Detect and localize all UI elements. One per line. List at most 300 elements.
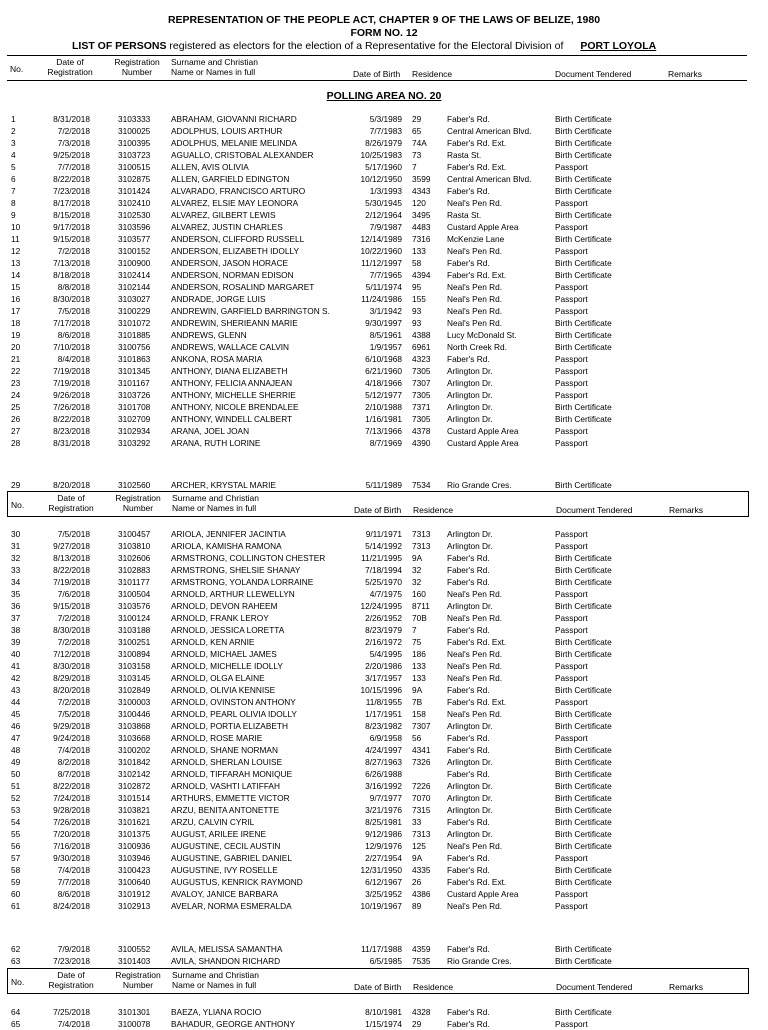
elector-number: 57 [11, 853, 21, 863]
elector-number: 34 [11, 577, 21, 587]
date-of-birth: 5/4/1995 [369, 649, 402, 659]
header-name: Surname and Christian Name or Names in full [172, 970, 259, 990]
table-row [0, 864, 768, 876]
date-of-birth: 8/26/1979 [365, 138, 402, 148]
elector-name: ARZU, CALVIN CYRIL [171, 817, 255, 827]
header-reg-number: Registration Number [115, 970, 161, 990]
registration-number: 3103668 [118, 733, 151, 743]
registration-number: 3102872 [118, 781, 151, 791]
registration-date: 7/17/2018 [53, 318, 90, 328]
street: Arlington Dr. [447, 378, 493, 388]
registration-number: 3101885 [118, 330, 151, 340]
house-number: 89 [412, 901, 422, 911]
elector-number: 61 [11, 901, 21, 911]
elector-name: ANTHONY, MICHELLE SHERRIE [171, 390, 296, 400]
header-residence: Residence [413, 982, 454, 992]
table-row [0, 576, 768, 588]
table-row [0, 113, 768, 125]
house-number: 4394 [412, 270, 431, 280]
house-number: 7 [412, 162, 417, 172]
registration-date: 7/19/2018 [53, 366, 90, 376]
date-of-birth: 2/10/1988 [365, 402, 402, 412]
table-row [0, 377, 768, 389]
date-of-birth: 6/26/1988 [365, 769, 402, 779]
elector-name: ANDREWIN, GARFIELD BARRINGTON S. [171, 306, 330, 316]
registration-date: 9/17/2018 [53, 222, 90, 232]
table-row [0, 365, 768, 377]
elector-name: ANDREWS, WALLACE CALVIN [171, 342, 290, 352]
house-number: 7315 [412, 805, 431, 815]
document-tendered: Passport [555, 282, 588, 292]
document-tendered: Passport [555, 1019, 588, 1029]
street: Arlington Dr. [447, 793, 493, 803]
registration-date: 8/23/2018 [53, 426, 90, 436]
registration-date: 8/20/2018 [53, 685, 90, 695]
date-of-birth: 1/3/1993 [369, 186, 402, 196]
elector-name: ARNOLD, PEARL OLIVIA IDOLLY [171, 709, 297, 719]
elector-number: 28 [11, 438, 21, 448]
date-of-birth: 1/17/1951 [365, 709, 402, 719]
registration-date: 9/27/2018 [53, 541, 90, 551]
elector-number: 45 [11, 709, 21, 719]
elector-name: ARNOLD, DEVON RAHEEM [171, 601, 278, 611]
elector-number: 41 [11, 661, 21, 671]
elector-name: ARIOLA, KAMISHA RAMONA [171, 541, 282, 551]
elector-number: 16 [11, 294, 21, 304]
elector-number: 24 [11, 390, 21, 400]
date-of-birth: 10/15/1996 [360, 685, 402, 695]
elector-number: 46 [11, 721, 21, 731]
elector-name: ABRAHAM, GIOVANNI RICHARD [171, 114, 297, 124]
street: Faber's Rd. Ext. [447, 877, 507, 887]
document-tendered: Birth Certificate [555, 402, 612, 412]
table-row [0, 636, 768, 648]
elector-list-a [0, 113, 768, 449]
house-number: 56 [412, 733, 422, 743]
registration-number: 3100395 [118, 138, 151, 148]
elector-number: 53 [11, 805, 21, 815]
document-tendered: Birth Certificate [555, 1007, 612, 1017]
street: Neal's Pen Rd. [447, 282, 503, 292]
registration-number: 3102709 [118, 414, 151, 424]
elector-number: 50 [11, 769, 21, 779]
elector-name: ARNOLD, KEN ARNIE [171, 637, 255, 647]
header-document: Document Tendered [556, 505, 633, 515]
elector-name: ANDERSON, ROSALIND MARGARET [171, 282, 315, 292]
house-number: 58 [412, 258, 422, 268]
date-of-birth: 5/11/1974 [365, 282, 402, 292]
registration-date: 9/26/2018 [53, 390, 90, 400]
document-tendered: Birth Certificate [555, 318, 612, 328]
elector-number: 44 [11, 697, 21, 707]
elector-number: 7 [11, 186, 16, 196]
header-name: Surname and Christian Name or Names in full [172, 493, 259, 513]
date-of-birth: 10/25/1983 [360, 150, 402, 160]
elector-number: 39 [11, 637, 21, 647]
table-row [0, 329, 768, 341]
elector-number: 3 [11, 138, 16, 148]
table-row [0, 900, 768, 912]
column-header-repeat [7, 968, 749, 994]
header-residence: Residence [413, 505, 454, 515]
street: Faber's Rd. [447, 625, 490, 635]
elector-name: ARCHER, KRYSTAL MARIE [171, 480, 276, 490]
table-row [0, 1006, 768, 1018]
registration-date: 7/2/2018 [57, 637, 90, 647]
document-tendered: Passport [555, 426, 588, 436]
elector-name: ANDERSON, NORMAN EDISON [171, 270, 294, 280]
registration-date: 9/15/2018 [53, 601, 90, 611]
registration-date: 7/7/2018 [57, 162, 90, 172]
registration-number: 3102410 [118, 198, 151, 208]
house-number: 125 [412, 841, 426, 851]
street: Rasta St. [447, 210, 482, 220]
list-description [72, 40, 656, 52]
date-of-birth: 5/17/1960 [365, 162, 402, 172]
registration-date: 7/19/2018 [53, 378, 90, 388]
table-row [0, 161, 768, 173]
date-of-birth: 1/15/1974 [365, 1019, 402, 1029]
elector-name: ANTHONY, NICOLE BRENDALEE [171, 402, 299, 412]
street: Rasta St. [447, 150, 482, 160]
elector-number: 55 [11, 829, 21, 839]
street: Faber's Rd. [447, 769, 490, 779]
street: Arlington Dr. [447, 601, 493, 611]
registration-number: 3103946 [118, 853, 151, 863]
elector-name: ALLEN, GARFIELD EDINGTON [171, 174, 290, 184]
elector-name: ANDERSON, CLIFFORD RUSSELL [171, 234, 305, 244]
registration-date: 8/15/2018 [53, 210, 90, 220]
table-row [0, 732, 768, 744]
registration-number: 3103868 [118, 721, 151, 731]
date-of-birth: 8/23/1982 [365, 721, 402, 731]
house-number: 7326 [412, 757, 431, 767]
house-number: 7534 [412, 480, 431, 490]
header-no: No. [11, 500, 25, 510]
table-row [0, 540, 768, 552]
registration-number: 3103576 [118, 601, 151, 611]
registration-number: 3101072 [118, 318, 151, 328]
table-row [0, 708, 768, 720]
elector-list-c [0, 528, 768, 912]
form-number: FORM NO. 12 [350, 27, 418, 39]
registration-number: 3100552 [118, 944, 151, 954]
registration-number: 3100025 [118, 126, 151, 136]
house-number: 7307 [412, 378, 431, 388]
table-row [0, 425, 768, 437]
elector-number: 35 [11, 589, 21, 599]
house-number: 133 [412, 673, 426, 683]
elector-name: AVELAR, NORMA ESMERALDA [171, 901, 292, 911]
registration-number: 3101912 [118, 889, 151, 899]
house-number: 133 [412, 246, 426, 256]
elector-number: 15 [11, 282, 21, 292]
registration-date: 8/17/2018 [53, 198, 90, 208]
elector-name: ANTHONY, FELICIA ANNAJEAN [171, 378, 293, 388]
registration-number: 3100251 [118, 637, 151, 647]
document-tendered: Passport [555, 589, 588, 599]
table-row [0, 816, 768, 828]
table-row [0, 792, 768, 804]
house-number: 7226 [412, 781, 431, 791]
header-date: Date of Registration [48, 970, 94, 990]
street: North Creek Rd. [447, 342, 507, 352]
registration-date: 7/26/2018 [53, 817, 90, 827]
street: Faber's Rd. [447, 944, 490, 954]
elector-number: 12 [11, 246, 21, 256]
elector-number: 29 [11, 480, 21, 490]
registration-date: 8/30/2018 [53, 294, 90, 304]
elector-name: ARNOLD, ARTHUR LLEWELLYN [171, 589, 295, 599]
date-of-birth: 5/25/1970 [365, 577, 402, 587]
registration-number: 3100504 [118, 589, 151, 599]
date-of-birth: 2/26/1952 [365, 613, 402, 623]
elector-list-b [0, 479, 768, 491]
registration-date: 7/13/2018 [53, 258, 90, 268]
registration-number: 3100515 [118, 162, 151, 172]
elector-number: 60 [11, 889, 21, 899]
elector-number: 25 [11, 402, 21, 412]
street: Faber's Rd. Ext. [447, 138, 507, 148]
table-row [0, 221, 768, 233]
registration-date: 8/18/2018 [53, 270, 90, 280]
registration-date: 8/6/2018 [57, 330, 90, 340]
registration-date: 7/7/2018 [57, 877, 90, 887]
elector-number: 20 [11, 342, 21, 352]
date-of-birth: 3/1/1942 [369, 306, 402, 316]
date-of-birth: 6/9/1958 [369, 733, 402, 743]
table-row [0, 305, 768, 317]
table-row [0, 588, 768, 600]
registration-number: 3103577 [118, 234, 151, 244]
column-header [7, 55, 747, 81]
house-number: 4335 [412, 865, 431, 875]
registration-number: 3100078 [118, 1019, 151, 1029]
elector-name: ADOLPHUS, LOUIS ARTHUR [171, 126, 283, 136]
elector-number: 13 [11, 258, 21, 268]
date-of-birth: 2/12/1964 [365, 210, 402, 220]
elector-number: 17 [11, 306, 21, 316]
elector-name: ANDRADE, JORGE LUIS [171, 294, 266, 304]
header-no: No. [11, 977, 25, 987]
street: Neal's Pen Rd. [447, 246, 503, 256]
street: Faber's Rd. [447, 354, 490, 364]
document-tendered: Birth Certificate [555, 829, 612, 839]
elector-number: 11 [11, 234, 20, 244]
registration-number: 3102144 [118, 282, 151, 292]
document-tendered: Birth Certificate [555, 841, 612, 851]
document-tendered: Birth Certificate [555, 186, 612, 196]
table-row [0, 1018, 768, 1030]
elector-number: 48 [11, 745, 21, 755]
date-of-birth: 3/16/1992 [365, 781, 402, 791]
header-no: No. [10, 64, 24, 74]
registration-date: 9/29/2018 [53, 721, 90, 731]
street: Neal's Pen Rd. [447, 841, 503, 851]
elector-name: ARNOLD, FRANK LEROY [171, 613, 269, 623]
document-tendered: Birth Certificate [555, 877, 612, 887]
elector-number: 58 [11, 865, 21, 875]
elector-name: ARANA, JOEL JOAN [171, 426, 250, 436]
elector-name: AUGUST, ARILEE IRENE [171, 829, 266, 839]
street: Neal's Pen Rd. [447, 649, 503, 659]
table-row [0, 768, 768, 780]
registration-date: 8/31/2018 [53, 114, 90, 124]
registration-number: 3102414 [118, 270, 151, 280]
house-number: 95 [412, 282, 422, 292]
registration-number: 3100229 [118, 306, 151, 316]
street: Neal's Pen Rd. [447, 661, 503, 671]
date-of-birth: 11/17/1988 [361, 944, 402, 954]
registration-number: 3103027 [118, 294, 151, 304]
table-row [0, 293, 768, 305]
elector-name: ANTHONY, WINDELL CALBERT [171, 414, 293, 424]
registration-number: 3100003 [118, 697, 151, 707]
house-number: 7535 [412, 956, 431, 966]
elector-number: 18 [11, 318, 21, 328]
table-row [0, 852, 768, 864]
registration-date: 8/22/2018 [53, 781, 90, 791]
elector-number: 31 [11, 541, 21, 551]
registration-number: 3101863 [118, 354, 151, 364]
elector-name: BAHADUR, GEORGE ANTHONY [171, 1019, 296, 1029]
registration-number: 3100936 [118, 841, 151, 851]
elector-name: ALVAREZ, JUSTIN CHARLES [171, 222, 283, 232]
house-number: 4388 [412, 330, 431, 340]
date-of-birth: 6/10/1968 [365, 354, 402, 364]
elector-number: 14 [11, 270, 21, 280]
registration-number: 3103726 [118, 390, 151, 400]
elector-number: 36 [11, 601, 21, 611]
document-tendered: Passport [555, 673, 588, 683]
document-tendered: Birth Certificate [555, 944, 612, 954]
table-row [0, 528, 768, 540]
house-number: 65 [412, 126, 422, 136]
house-number: 26 [412, 877, 422, 887]
registration-date: 7/3/2018 [57, 138, 90, 148]
elector-number: 1 [11, 114, 16, 124]
header-name: Surname and Christian Name or Names in full [171, 57, 258, 77]
table-row [0, 564, 768, 576]
registration-date: 8/31/2018 [53, 438, 90, 448]
street: Faber's Rd. Ext. [447, 637, 507, 647]
document-tendered: Birth Certificate [555, 649, 612, 659]
date-of-birth: 5/30/1945 [365, 198, 402, 208]
elector-name: ANDREWS, GLENN [171, 330, 247, 340]
document-tendered: Passport [555, 246, 588, 256]
date-of-birth: 7/13/1966 [365, 426, 402, 436]
street: Arlington Dr. [447, 414, 493, 424]
elector-name: AUGUSTUS, KENRICK RAYMOND [171, 877, 303, 887]
elector-number: 51 [11, 781, 21, 791]
registration-number: 3102934 [118, 426, 151, 436]
street: Faber's Rd. [447, 577, 490, 587]
elector-name: AVALOY, JANICE BARBARA [171, 889, 278, 899]
registration-number: 3103596 [118, 222, 151, 232]
table-row [0, 137, 768, 149]
table-row [0, 317, 768, 329]
document-tendered: Birth Certificate [555, 685, 612, 695]
date-of-birth: 3/25/1952 [365, 889, 402, 899]
elector-number: 38 [11, 625, 21, 635]
registration-number: 3101301 [118, 1007, 151, 1017]
elector-number: 6 [11, 174, 16, 184]
table-row [0, 257, 768, 269]
house-number: 4323 [412, 354, 431, 364]
registration-number: 3101621 [118, 817, 151, 827]
registration-date: 7/19/2018 [53, 577, 90, 587]
registration-number: 3103158 [118, 661, 151, 671]
table-row [0, 389, 768, 401]
house-number: 4386 [412, 889, 431, 899]
house-number: 7316 [412, 234, 431, 244]
date-of-birth: 2/16/1972 [365, 637, 402, 647]
document-tendered: Birth Certificate [555, 781, 612, 791]
elector-list-d [0, 943, 768, 967]
house-number: 93 [412, 318, 422, 328]
street: Custard Apple Area [447, 426, 519, 436]
elector-name: ARNOLD, JESSICA LORETTA [171, 625, 285, 635]
street: Neal's Pen Rd. [447, 613, 503, 623]
registration-date: 8/30/2018 [53, 661, 90, 671]
elector-number: 32 [11, 553, 21, 563]
house-number: 4328 [412, 1007, 431, 1017]
street: Neal's Pen Rd. [447, 306, 503, 316]
document-tendered: Birth Certificate [555, 637, 612, 647]
elector-number: 64 [11, 1007, 21, 1017]
document-tendered: Passport [555, 198, 588, 208]
date-of-birth: 11/24/1986 [361, 294, 402, 304]
elector-name: ARANA, RUTH LORINE [171, 438, 261, 448]
street: Arlington Dr. [447, 541, 493, 551]
date-of-birth: 3/21/1976 [365, 805, 402, 815]
date-of-birth: 6/21/1960 [365, 366, 402, 376]
table-row [0, 756, 768, 768]
registration-number: 3100423 [118, 865, 151, 875]
document-tendered: Birth Certificate [555, 126, 612, 136]
registration-date: 7/26/2018 [53, 402, 90, 412]
header-dob: Date of Birth [353, 69, 401, 79]
header-reg-number: Registration Number [114, 57, 160, 77]
document-tendered: Birth Certificate [555, 601, 612, 611]
list-heading: LIST OF PERSONS [72, 40, 167, 52]
elector-name: ARNOLD, VASHTI LATIFFAH [171, 781, 280, 791]
document-tendered: Birth Certificate [555, 150, 612, 160]
date-of-birth: 7/9/1987 [369, 222, 402, 232]
date-of-birth: 12/24/1995 [360, 601, 402, 611]
date-of-birth: 10/22/1960 [360, 246, 402, 256]
registration-date: 8/7/2018 [57, 769, 90, 779]
date-of-birth: 8/23/1979 [365, 625, 402, 635]
document-tendered: Passport [555, 354, 588, 364]
house-number: 33 [412, 817, 422, 827]
date-of-birth: 2/20/1986 [365, 661, 402, 671]
document-tendered: Birth Certificate [555, 174, 612, 184]
date-of-birth: 3/17/1957 [365, 673, 402, 683]
registration-number: 3103292 [118, 438, 151, 448]
elector-name: ADOLPHUS, MELANIE MELINDA [171, 138, 297, 148]
registration-number: 3101375 [118, 829, 151, 839]
header-document: Document Tendered [555, 69, 632, 79]
registration-number: 3100894 [118, 649, 151, 659]
document-tendered: Passport [555, 294, 588, 304]
elector-number: 62 [11, 944, 21, 954]
date-of-birth: 8/7/1969 [369, 438, 402, 448]
elector-name: AUGUSTINE, CECIL AUSTIN [171, 841, 281, 851]
document-tendered: Passport [555, 438, 588, 448]
registration-date: 7/6/2018 [57, 589, 90, 599]
date-of-birth: 6/5/1985 [369, 956, 402, 966]
